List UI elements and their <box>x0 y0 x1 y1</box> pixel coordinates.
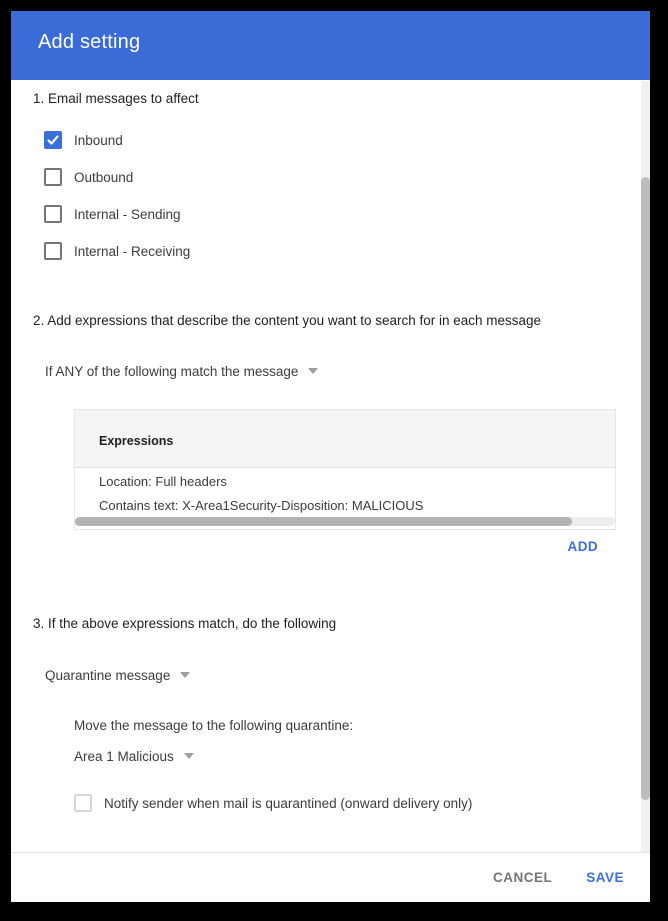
expression-row-location: Location: Full headers <box>99 474 227 489</box>
outbound-label: Outbound <box>74 170 134 185</box>
dialog-title: Add setting <box>38 31 141 53</box>
consequence-dropdown-value: Quarantine message <box>45 668 171 683</box>
internal-sending-label: Internal - Sending <box>74 207 181 222</box>
expression-row-contains-text: Contains text: X-Area1Security-Disposition: MALICIOUS <box>99 498 424 513</box>
internal-sending-checkbox[interactable] <box>44 205 62 223</box>
dialog-vertical-scrollbar[interactable] <box>641 81 650 852</box>
expressions-table-header <box>75 410 615 468</box>
checkmark-icon <box>46 133 60 147</box>
section-2-title: 2. Add expressions that describe the content you want to search for in each message <box>33 313 542 328</box>
chevron-down-icon <box>184 753 194 759</box>
cancel-button[interactable]: CANCEL <box>492 870 553 885</box>
chevron-down-icon <box>180 672 190 678</box>
notify-sender-checkbox[interactable] <box>74 794 92 812</box>
inbound-checkbox[interactable] <box>44 131 62 149</box>
notify-sender-label: Notify sender when mail is quarantined (onward delivery only) <box>104 796 473 811</box>
dialog-header <box>11 11 650 80</box>
internal-receiving-label: Internal - Receiving <box>74 244 191 259</box>
expressions-column-header: Expressions <box>99 434 174 448</box>
table-horizontal-scrollbar[interactable] <box>75 517 615 526</box>
dialog-vertical-scrollbar-thumb[interactable] <box>641 177 650 800</box>
section-3-title: 3. If the above expressions match, do the following <box>33 616 337 631</box>
consequence-dropdown[interactable] <box>45 668 190 683</box>
table-horizontal-scrollbar-thumb[interactable] <box>75 517 572 526</box>
inbound-label: Inbound <box>74 133 123 148</box>
add-setting-dialog <box>11 11 650 902</box>
add-expression-button[interactable]: ADD <box>567 539 598 554</box>
expressions-table <box>74 409 616 530</box>
match-condition-dropdown[interactable] <box>45 364 318 379</box>
quarantine-select-dropdown-value: Area 1 Malicious <box>74 749 174 764</box>
save-button[interactable]: SAVE <box>586 870 624 885</box>
section-1-title: 1. Email messages to affect <box>33 91 199 106</box>
internal-receiving-checkbox[interactable] <box>44 242 62 260</box>
chevron-down-icon <box>308 368 318 374</box>
quarantine-select-dropdown[interactable] <box>74 749 194 764</box>
quarantine-target-label: Move the message to the following quarantine: <box>74 718 354 733</box>
dialog-footer <box>11 852 650 902</box>
match-condition-dropdown-value: If ANY of the following match the message <box>45 364 299 379</box>
outbound-checkbox[interactable] <box>44 168 62 186</box>
